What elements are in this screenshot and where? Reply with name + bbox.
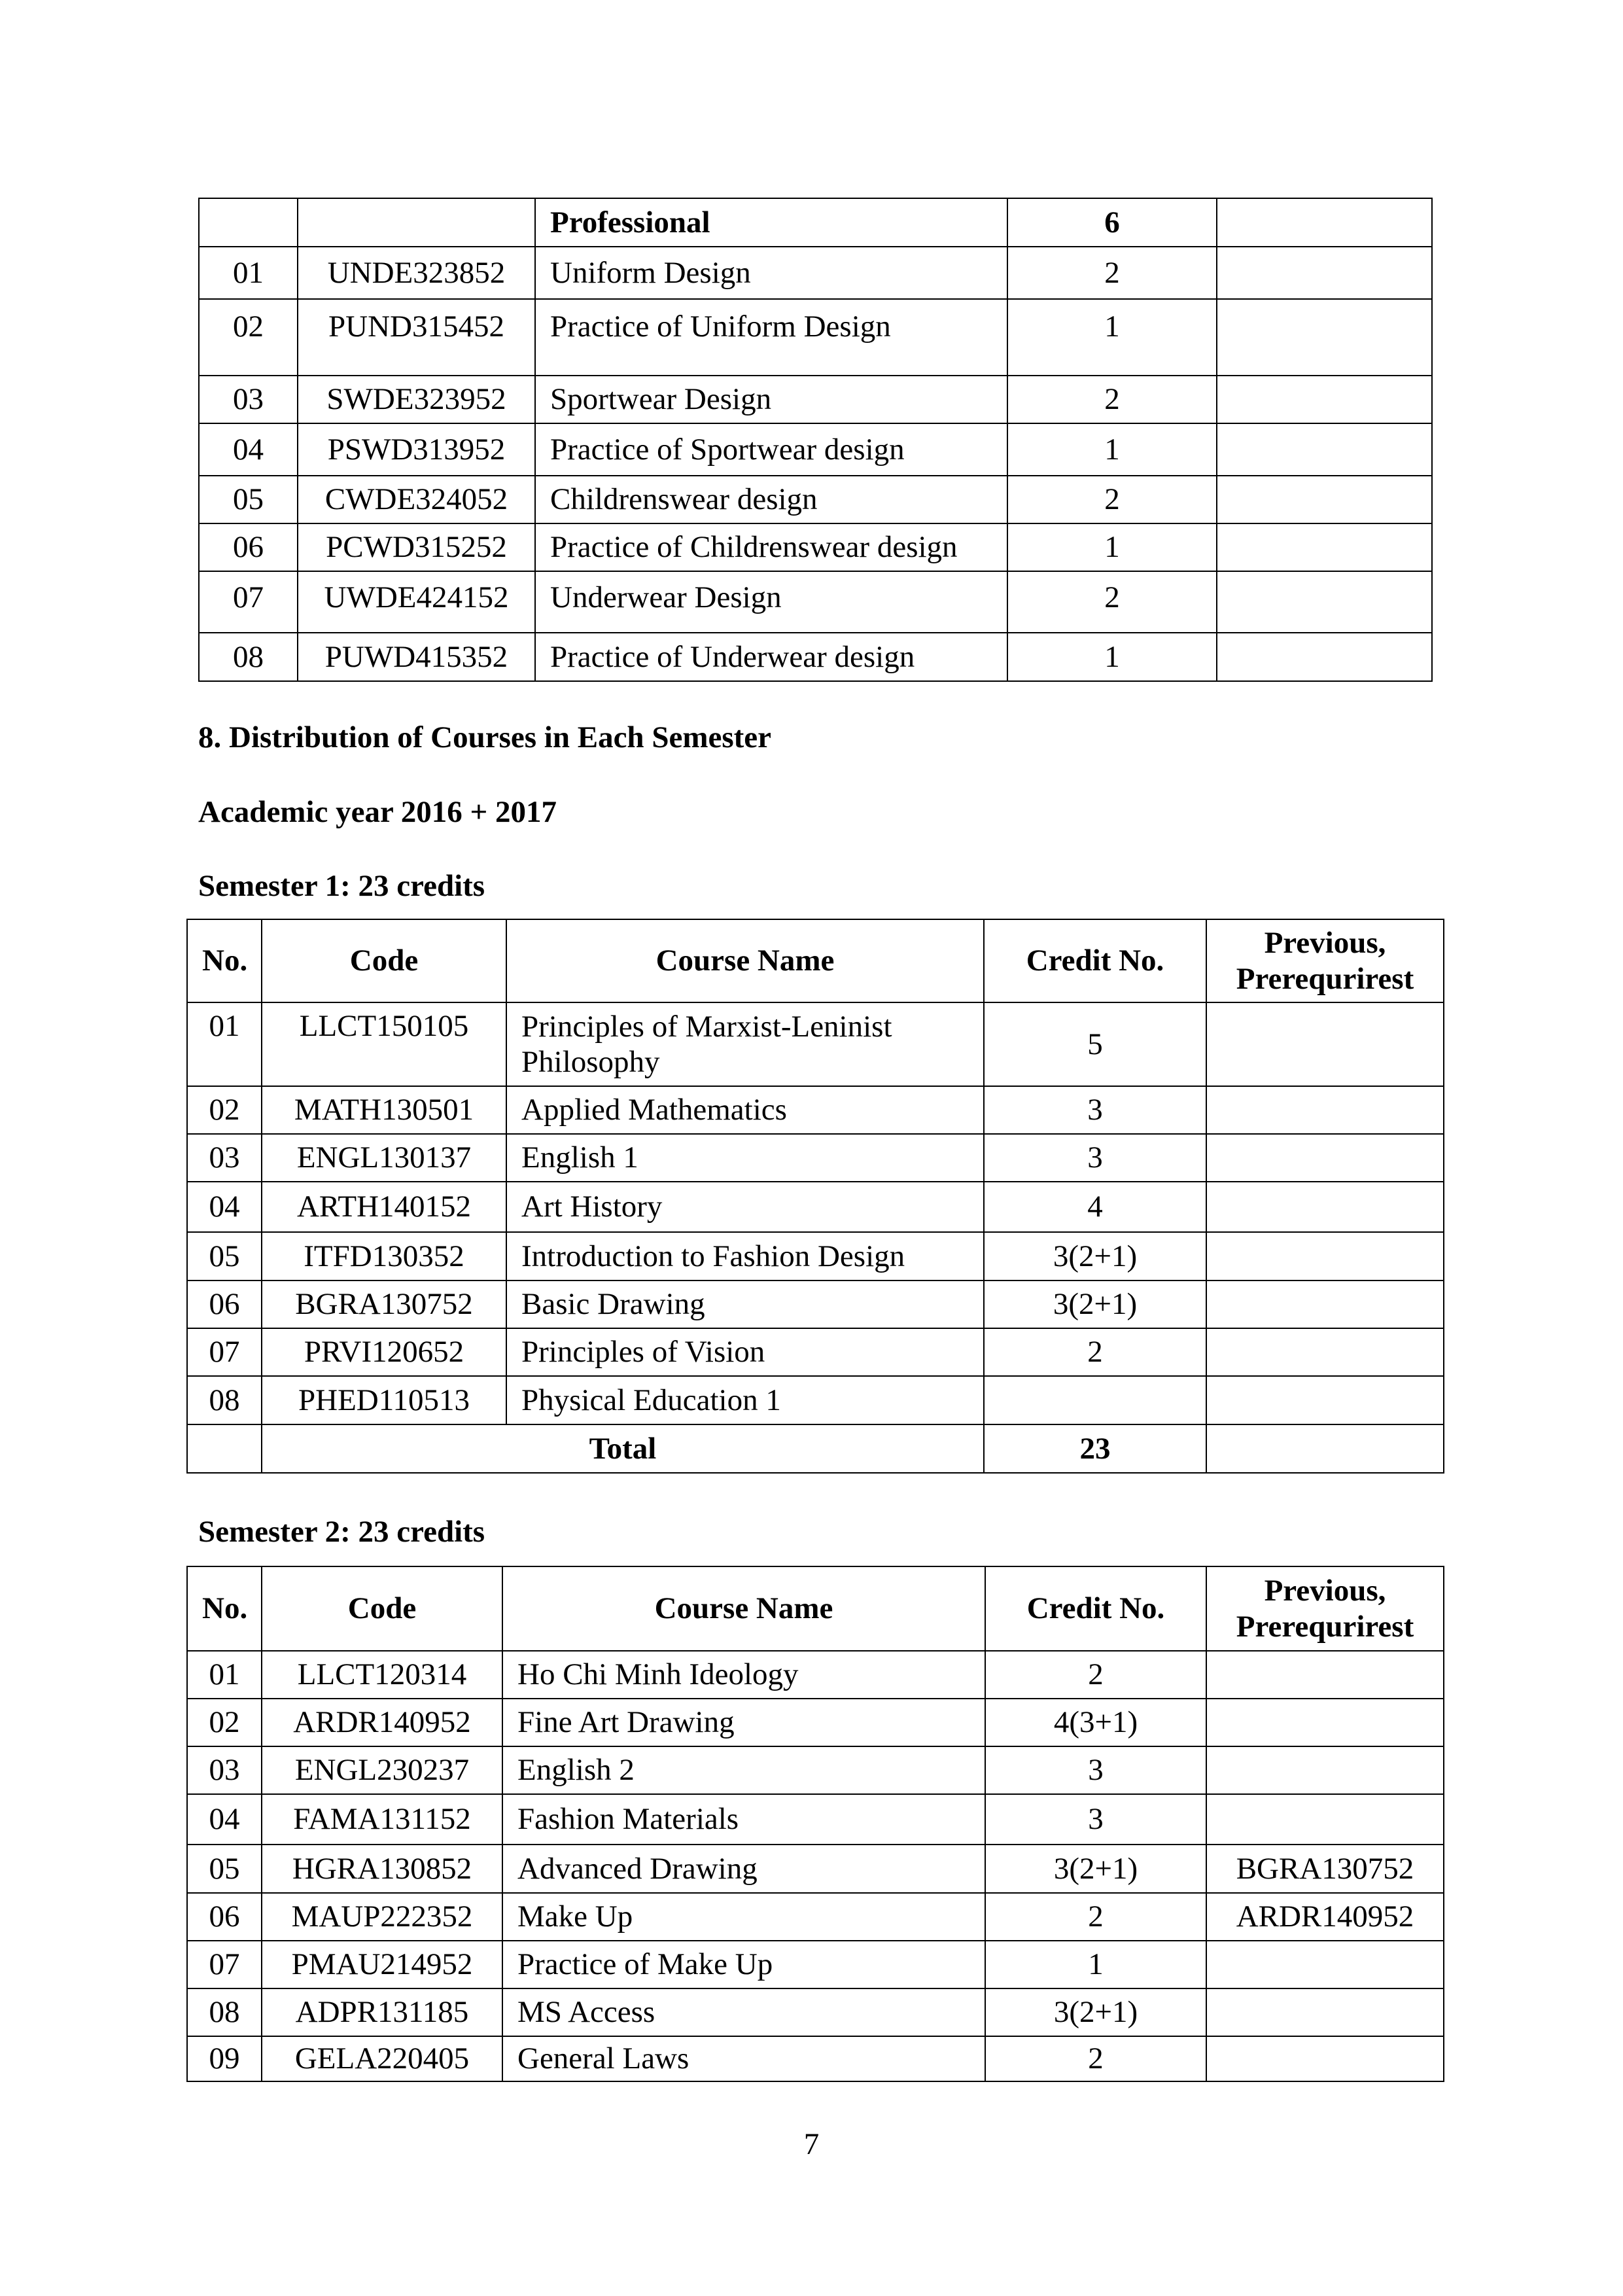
cell-credits: 1	[1007, 523, 1217, 571]
cell-name: English 1	[506, 1134, 984, 1182]
table-row	[187, 1280, 1444, 1328]
header-prereq-line2: Prerequrirest	[1236, 961, 1414, 996]
cell-name: Principles of Marxist-Leninist Philosophy	[506, 1002, 984, 1086]
header-no: No.	[187, 1566, 262, 1651]
cell-name: Sportwear Design	[535, 376, 1007, 423]
cell-credits: 1	[1007, 633, 1217, 681]
header-prereq-line1: Previous,	[1264, 926, 1386, 961]
cell-name: Underwear Design	[535, 571, 1007, 633]
cell-code: GELA220405	[262, 2036, 502, 2081]
cell-code: UNDE323852	[298, 247, 535, 299]
cell-no: 05	[187, 1845, 262, 1893]
cell-name: Art History	[506, 1182, 984, 1232]
cell-no: 06	[187, 1893, 262, 1941]
cell-code: ITFD130352	[262, 1232, 506, 1280]
cell-code: PCWD315252	[298, 523, 535, 571]
cell-name: English 2	[502, 1746, 985, 1794]
cell-code: UWDE424152	[298, 571, 535, 633]
cell-name: Advanced Drawing	[502, 1845, 985, 1893]
table-header-row	[187, 919, 1444, 1002]
cell-credits: 4	[984, 1182, 1206, 1232]
cell-code: PRVI120652	[262, 1328, 506, 1376]
cell-name: Practice of Underwear design	[535, 633, 1007, 681]
cell-no: 08	[187, 1988, 262, 2036]
cell-prereq	[1206, 1232, 1444, 1280]
cell-credits: 2	[985, 1651, 1206, 1699]
table-row	[199, 476, 1432, 523]
cell-no: 03	[187, 1134, 262, 1182]
table-row	[187, 1941, 1444, 1988]
table-row	[187, 1002, 1444, 1086]
cell-code: ARDR140952	[262, 1699, 502, 1746]
cell-code: FAMA131152	[262, 1794, 502, 1845]
total-label: Total	[262, 1424, 984, 1473]
cell-credits: 3	[984, 1134, 1206, 1182]
table-row	[187, 1328, 1444, 1376]
cell-code: LLCT120314	[262, 1651, 502, 1699]
cell-code: CWDE324052	[298, 476, 535, 523]
professional-course-table	[198, 198, 1433, 682]
cell-code: BGRA130752	[262, 1280, 506, 1328]
header-credit-no: Credit No.	[985, 1566, 1206, 1651]
cell-credits	[984, 1376, 1206, 1424]
table-row	[187, 1794, 1444, 1845]
cell-prereq	[1206, 2036, 1444, 2081]
group-label: Professional	[535, 198, 1007, 247]
table-row	[199, 423, 1432, 476]
cell-no: 04	[187, 1182, 262, 1232]
cell-credits: 2	[1007, 476, 1217, 523]
cell-name: Physical Education 1	[506, 1376, 984, 1424]
table-row	[187, 1086, 1444, 1134]
cell-name: Practice of Childrenswear design	[535, 523, 1007, 571]
page-number: 7	[803, 2127, 820, 2161]
academic-year: Academic year 2016 + 2017	[198, 795, 557, 829]
cell-code: LLCT150105	[262, 1002, 506, 1086]
header-course-name: Course Name	[506, 919, 984, 1002]
cell-name: Practice of Sportwear design	[535, 423, 1007, 476]
cell-code: PMAU214952	[262, 1941, 502, 1988]
cell-code: MAUP222352	[262, 1893, 502, 1941]
header-prereq-line1: Previous,	[1264, 1574, 1386, 1608]
table-row	[199, 198, 1432, 247]
cell-no: 07	[187, 1328, 262, 1376]
semester1-table	[186, 919, 1444, 1474]
cell-prereq	[1206, 1941, 1444, 1988]
total-row	[187, 1424, 1444, 1473]
group-credits: 6	[1007, 198, 1217, 247]
cell-name: Ho Chi Minh Ideology	[502, 1651, 985, 1699]
cell-credits: 3(2+1)	[985, 1845, 1206, 1893]
table-row	[199, 247, 1432, 299]
cell-no: 04	[199, 423, 298, 476]
cell-name: Fine Art Drawing	[502, 1699, 985, 1746]
cell-no: 09	[187, 2036, 262, 2081]
cell-prereq	[1206, 1134, 1444, 1182]
cell-name: General Laws	[502, 2036, 985, 2081]
table-row	[187, 1746, 1444, 1794]
table-row	[187, 1845, 1444, 1893]
cell-no: 02	[187, 1699, 262, 1746]
cell-credits: 3	[984, 1086, 1206, 1134]
cell-no: 08	[187, 1376, 262, 1424]
cell-credits: 2	[1007, 571, 1217, 633]
table-row	[199, 299, 1432, 376]
cell-name: Basic Drawing	[506, 1280, 984, 1328]
cell-name: Introduction to Fashion Design	[506, 1232, 984, 1280]
table-row	[187, 1182, 1444, 1232]
cell-credits: 3(2+1)	[984, 1232, 1206, 1280]
table-row	[187, 1376, 1444, 1424]
header-prereq-line2: Prerequrirest	[1236, 1609, 1414, 1644]
cell-credits: 4(3+1)	[985, 1699, 1206, 1746]
table-header-row	[187, 1566, 1444, 1651]
cell-prereq: BGRA130752	[1206, 1845, 1444, 1893]
cell-no: 03	[199, 376, 298, 423]
cell-name: Fashion Materials	[502, 1794, 985, 1845]
table-row	[187, 1699, 1444, 1746]
header-code: Code	[262, 919, 506, 1002]
cell-code: SWDE323952	[298, 376, 535, 423]
cell-credits: 2	[985, 2036, 1206, 2081]
cell-no: 05	[199, 476, 298, 523]
cell-prereq	[1206, 1280, 1444, 1328]
cell-prereq	[1206, 1182, 1444, 1232]
cell-no: 02	[187, 1086, 262, 1134]
cell-code: PUWD415352	[298, 633, 535, 681]
cell-credits: 1	[1007, 423, 1217, 476]
header-code: Code	[262, 1566, 502, 1651]
cell-code: ADPR131185	[262, 1988, 502, 2036]
table-row	[187, 1134, 1444, 1182]
header-prerequisite	[1206, 1566, 1444, 1651]
cell-code: PSWD313952	[298, 423, 535, 476]
header-no: No.	[187, 919, 262, 1002]
cell-name: Uniform Design	[535, 247, 1007, 299]
cell-credits: 3	[985, 1746, 1206, 1794]
header-credit-no: Credit No.	[984, 919, 1206, 1002]
cell-credits: 3(2+1)	[984, 1280, 1206, 1328]
cell-no: 02	[199, 299, 298, 376]
cell-no: 08	[199, 633, 298, 681]
cell-code: ENGL230237	[262, 1746, 502, 1794]
cell-prereq	[1206, 1699, 1444, 1746]
cell-no: 01	[187, 1002, 262, 1086]
cell-prereq	[1206, 1376, 1444, 1424]
cell-credits: 2	[1007, 247, 1217, 299]
cell-no: 03	[187, 1746, 262, 1794]
table-row	[187, 1893, 1444, 1941]
cell-code: PHED110513	[262, 1376, 506, 1424]
cell-credits: 5	[984, 1002, 1206, 1086]
table-row	[187, 1988, 1444, 2036]
cell-name: Practice of Uniform Design	[535, 299, 1007, 376]
cell-name: Childrenswear design	[535, 476, 1007, 523]
table-row	[199, 523, 1432, 571]
cell-code: PUND315452	[298, 299, 535, 376]
cell-credits: 2	[985, 1893, 1206, 1941]
table-row	[199, 633, 1432, 681]
table-row	[199, 571, 1432, 633]
cell-credits: 2	[984, 1328, 1206, 1376]
cell-prereq	[1206, 1002, 1444, 1086]
cell-credits: 3	[985, 1794, 1206, 1845]
cell-credits: 2	[1007, 376, 1217, 423]
header-course-name: Course Name	[502, 1566, 985, 1651]
header-prerequisite	[1206, 919, 1444, 1002]
cell-name: Practice of Make Up	[502, 1941, 985, 1988]
cell-code: ENGL130137	[262, 1134, 506, 1182]
cell-no: 01	[187, 1651, 262, 1699]
cell-code: ARTH140152	[262, 1182, 506, 1232]
cell-name: MS Access	[502, 1988, 985, 2036]
cell-code: HGRA130852	[262, 1845, 502, 1893]
table-row	[187, 2036, 1444, 2081]
cell-prereq	[1206, 1651, 1444, 1699]
table-row	[199, 376, 1432, 423]
semester2-title: Semester 2: 23 credits	[198, 1515, 485, 1549]
cell-credits: 1	[985, 1941, 1206, 1988]
semester1-title: Semester 1: 23 credits	[198, 869, 485, 903]
cell-no: 06	[187, 1280, 262, 1328]
table-row	[187, 1651, 1444, 1699]
cell-no: 07	[187, 1941, 262, 1988]
cell-name: Principles of Vision	[506, 1328, 984, 1376]
table-row	[187, 1232, 1444, 1280]
cell-no: 07	[199, 571, 298, 633]
cell-prereq	[1206, 1086, 1444, 1134]
cell-prereq	[1206, 1328, 1444, 1376]
cell-credits: 1	[1007, 299, 1217, 376]
cell-no: 05	[187, 1232, 262, 1280]
cell-name: Applied Mathematics	[506, 1086, 984, 1134]
cell-no: 06	[199, 523, 298, 571]
cell-prereq	[1206, 1746, 1444, 1794]
cell-no: 01	[199, 247, 298, 299]
cell-prereq	[1206, 1794, 1444, 1845]
section-title: 8. Distribution of Courses in Each Semester	[198, 720, 771, 754]
total-credits: 23	[984, 1424, 1206, 1473]
cell-code: MATH130501	[262, 1086, 506, 1134]
cell-credits: 3(2+1)	[985, 1988, 1206, 2036]
cell-prereq: ARDR140952	[1206, 1893, 1444, 1941]
semester2-table	[186, 1566, 1444, 2082]
cell-no: 04	[187, 1794, 262, 1845]
cell-prereq	[1206, 1988, 1444, 2036]
cell-name: Make Up	[502, 1893, 985, 1941]
